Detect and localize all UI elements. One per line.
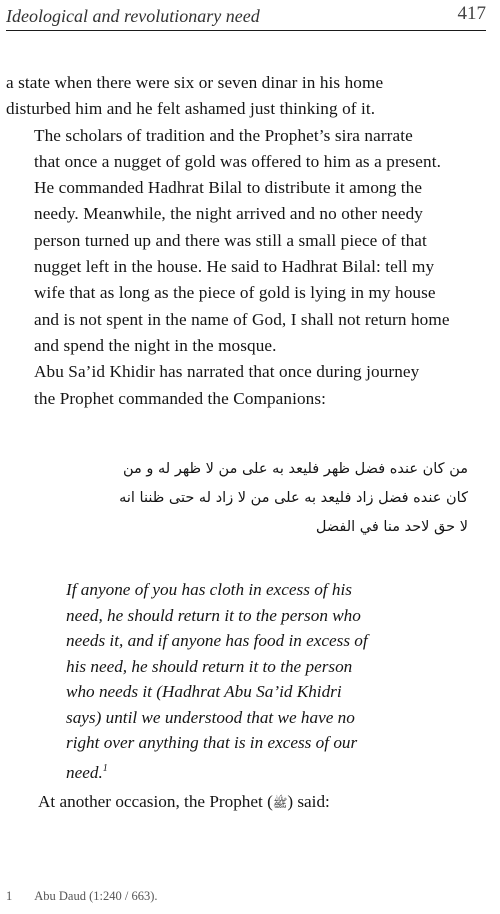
text-line: and spend the night in the mosque. [34, 335, 277, 355]
paragraph-3 [6, 359, 490, 412]
paragraph-2 [6, 123, 490, 360]
arabic-line: لا حق لاحد منا في الفضل [315, 519, 468, 535]
translation-line: need, he should return it to the person who [66, 605, 361, 625]
arabic-line: من كان عنده فضل ظهر فليعد به على من لا ظهر له و من [123, 461, 468, 477]
translation-line: says) until we understood that we have no [66, 707, 355, 727]
translation-line: who needs it (Hadhrat Abu Sa’id Khidri [66, 682, 342, 701]
footnote-reference: 1 [102, 762, 108, 774]
closing-line [38, 790, 330, 815]
translation-line: his need, he should return it to the person [66, 656, 353, 676]
text-line: wife that as long as the piece of gold is lying in my house [34, 283, 436, 303]
text-line: the Prophet commanded the Companions: [34, 388, 327, 408]
closing-text-after: ) said: [287, 792, 330, 811]
text-line: The scholars of tradition and the Prophet’s sira narrate [34, 125, 413, 145]
text-line: disturbed him and he felt ashamed just thinking of it. [6, 99, 376, 119]
footnote [6, 889, 158, 904]
paragraph-1 [6, 70, 490, 123]
text-line: nugget left in the house. He said to Hadhrat Bilal: tell my [34, 257, 435, 277]
translation-line [66, 756, 486, 786]
footnote-text: Abu Daud (1:240 / 663). [34, 889, 158, 903]
translation-line: If anyone of you has cloth in excess of his [66, 580, 352, 599]
text-line: and is not spent in the name of God, I shall not return home [34, 309, 450, 329]
text-line: that once a nugget of gold was offered to him as a present. [34, 151, 441, 171]
footnote-number: 1 [6, 889, 13, 903]
text-line: a state when there were six or seven dinar in his home [6, 73, 384, 92]
translation-last-word: need. [66, 762, 103, 782]
page-header [6, 0, 486, 31]
hadith-translation [66, 577, 486, 785]
translation-line: needs it, and if anyone has food in excess of [66, 631, 368, 650]
running-head: Ideological and revolutionary need [6, 6, 260, 26]
text-line: He commanded Hadhrat Bilal to distribute it among the [34, 178, 423, 198]
salutation-glyph: ﷺ [272, 796, 288, 810]
closing-text-before: At another occasion, the Prophet ( [38, 792, 273, 811]
arabic-line: كان عنده فضل زاد فليعد به على من لا زاد له حتى ظننا انه [119, 490, 468, 506]
arabic-hadith-quote [60, 455, 468, 542]
translation-line: right over anything that is in excess of our [66, 733, 358, 752]
page-number: 417 [457, 3, 486, 24]
text-line: Abu Sa’id Khidir has narrated that once during journey [34, 362, 420, 382]
text-line: person turned up and there was still a small piece of that [34, 230, 427, 250]
main-text [6, 70, 490, 412]
text-line: needy. Meanwhile, the night arrived and no other needy [34, 204, 423, 224]
